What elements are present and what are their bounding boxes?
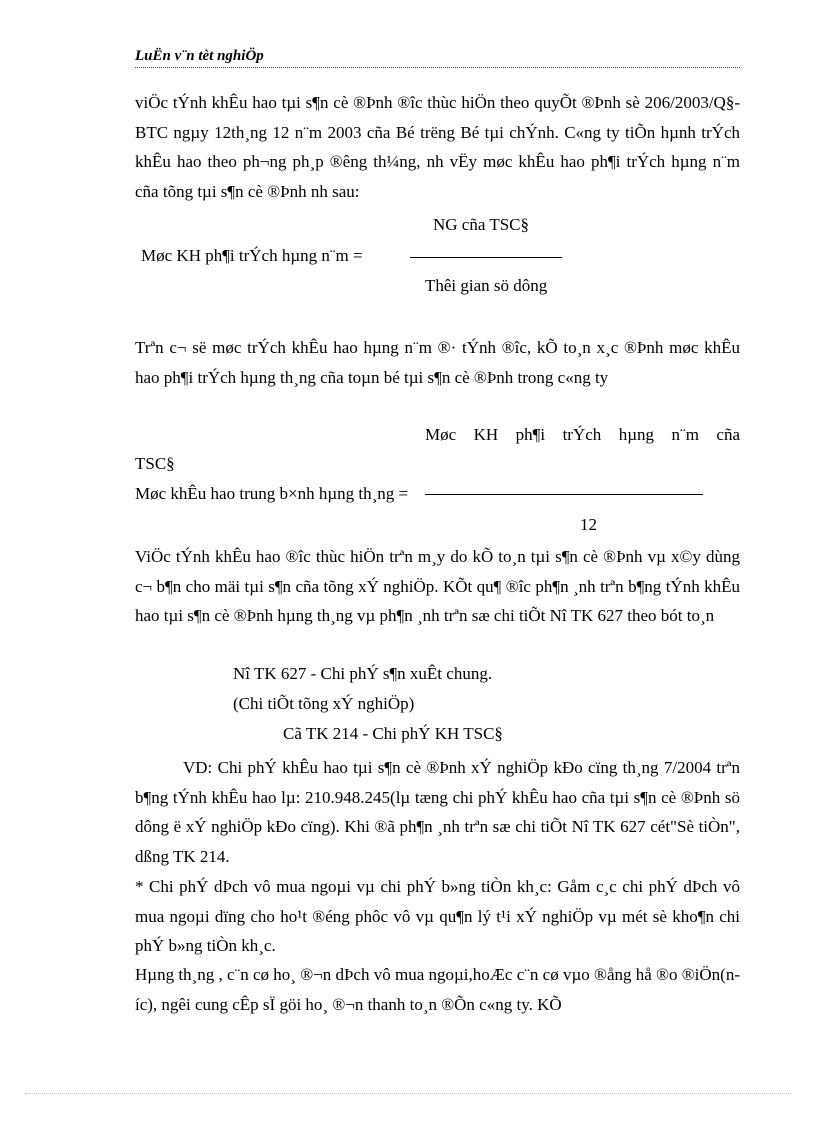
paragraph-monthly-depreciation: Trªn c¬ së møc trÝch khÊu hao hµng n¨m ®· tÝnh ®îc, kÕ to¸n x¸c ®Þnh møc khÊu hao ph¶i trÝch hµng th¸ng cña toµn bé tµi s¶n cè ®Þnh trong c«ng ty (135, 338, 740, 387)
formula1-left-side: Møc KH ph¶i trÝch hµng n¨m = (141, 246, 363, 265)
formula2-numerator-line1: Møc KH ph¶i trÝch hµng n¨m cña (425, 425, 740, 444)
paragraph-monthly-invoices: Hµng th¸ng , c¨n cø ho¸ ®¬n dÞch vô mua ngoµi,hoÆc c¨n cø vµo ®ång hå ®o ®iÖn(níc), ngêi cung cÊp sÏ göi ho¸ ®¬n thanh to¸n ®Õn c«ng ty. KÕ (135, 965, 740, 1014)
paragraph-outsourced-services: * Chi phÝ dÞch vô mua ngoµi vµ chi phÝ b»ng tiÒn kh¸c: Gåm c¸c chi phÝ dÞch vô mua ngoµi dïng cho ho¹t ®éng phôc vô vµ qu¶n lý t¹i xÝ nghiÖp vµ mét sè kho¶n chi phÝ b»ng tiÒn kh¸c. (135, 877, 740, 955)
formula2-numerator-line2: TSC§ (135, 454, 175, 473)
journal-entry-detail: (Chi tiÕt tõng xÝ nghiÖp) (233, 694, 415, 713)
formula2-denominator: 12 (580, 515, 597, 534)
formula1-fraction-bar (410, 257, 562, 258)
formula2-fraction-bar (425, 494, 703, 495)
paragraph-depreciation-process: ViÖc tÝnh khÊu hao ®îc thùc hiÖn trªn m¸y do kÕ to¸n tµi s¶n cè ®Þnh vµ x©y dùng c¬ b¶n cho mäi tµi s¶n cña tõng xÝ nghiÖp. KÕt qu¶ ®îc ph¶n ¸nh trªn b¶ng tÝnh khÊu hao tµi s¶n cè ®Þnh hµng th¸ng vµ ph¶n ¸nh trªn sæ chi tiÕt Nî TK 627 theo bót to¸n (135, 547, 740, 625)
header-divider (135, 67, 740, 68)
document-header: LuËn v¨n tèt nghiÖp (135, 48, 264, 64)
formula2-left-side: Møc khÊu hao trung b×nh hµng th¸ng = (135, 484, 409, 503)
footer-divider (25, 1093, 791, 1094)
formula1-numerator: NG cña TSC§ (433, 215, 530, 234)
paragraph-example: VD: Chi phÝ khÊu hao tµi s¶n cè ®Þnh xÝ nghiÖp kÐo cïng th¸ng 7/2004 trªn b¶ng tÝnh khÊu hao lµ: 210.948.245(lµ tæng chi phÝ khÊu hao cña tµi s¶n cè ®Þnh sö dông ë xÝ nghiÖp kÐo cïng). Khi ®ã ph¶n ¸nh trªn sæ chi tiÕt Nî TK 627 cét"Sè tiÒn", dßng TK 214. (135, 758, 740, 866)
formula1-denominator: Thêi gian sö dông (425, 276, 548, 295)
journal-entry-credit: Cã TK 214 - Chi phÝ KH TSC§ (283, 724, 503, 743)
paragraph-depreciation-regulation: viÖc tÝnh khÊu hao tµi s¶n cè ®Þnh ®îc thùc hiÖn theo quyÕt ®Þnh sè 206/2003/Q§-BTC ngµy 12th¸ng 12 n¨m 2003 cña Bé trëng Bé tµi chÝnh. C«ng ty tiÕn hµnh trÝch khÊu hao theo ph¬ng ph¸p ®êng th¼ng, nh vËy møc khÊu hao ph¶i trÝch hµng n¨m cña tõng tµi s¶n cè ®Þnh nh sau: (135, 93, 740, 201)
journal-entry-debit: Nî TK 627 - Chi phÝ s¶n xuÊt chung. (233, 664, 493, 683)
